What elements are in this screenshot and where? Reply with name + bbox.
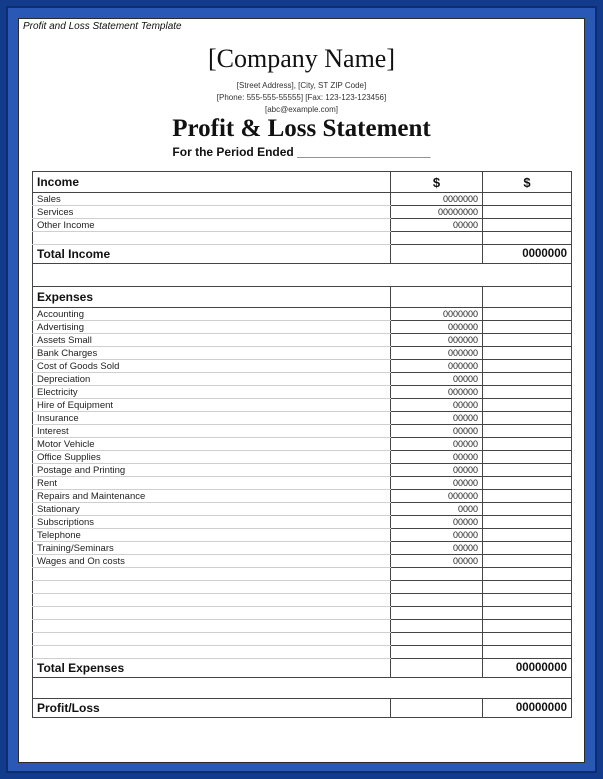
line-item-row	[33, 399, 572, 412]
expense-blank-rows	[33, 568, 572, 659]
line-item-row	[33, 321, 572, 334]
line-item-label: Advertising	[33, 321, 391, 334]
line-item-row	[33, 503, 572, 516]
line-item-label: Stationary	[33, 503, 391, 516]
line-item-amount: 000000	[391, 321, 483, 334]
line-item-label: Depreciation	[33, 373, 391, 386]
line-item-row	[33, 438, 572, 451]
line-item-amount: 0000000	[391, 308, 483, 321]
line-item-row	[33, 516, 572, 529]
line-item-row	[33, 219, 572, 232]
line-item-label: Cost of Goods Sold	[33, 360, 391, 373]
line-item-row	[33, 386, 572, 399]
profit-loss-row	[33, 699, 572, 718]
line-item-row	[33, 529, 572, 542]
spacer-row	[33, 678, 572, 699]
profit-loss-table	[32, 171, 572, 718]
line-item-amount: 000000	[391, 360, 483, 373]
statement-page	[18, 18, 585, 763]
line-item-amount: 00000	[391, 219, 483, 232]
profit-loss-value: 00000000	[483, 699, 572, 718]
line-item-amount: 00000	[391, 555, 483, 568]
blank-row	[33, 620, 572, 633]
spacer-row	[33, 264, 572, 287]
income-rows	[33, 193, 572, 232]
line-item-label: Telephone	[33, 529, 391, 542]
line-item-row	[33, 425, 572, 438]
line-item-row	[33, 490, 572, 503]
line-item-label: Interest	[33, 425, 391, 438]
line-item-label: Other Income	[33, 219, 391, 232]
line-item-label: Office Supplies	[33, 451, 391, 464]
line-item-row	[33, 451, 572, 464]
line-item-row	[33, 308, 572, 321]
total-income-label: Total Income	[33, 245, 391, 264]
line-item-amount: 0000000	[391, 193, 483, 206]
line-item-label: Postage and Printing	[33, 464, 391, 477]
line-item-amount: 00000	[391, 438, 483, 451]
line-item-amount: 000000	[391, 490, 483, 503]
line-item-label: Training/Seminars	[33, 542, 391, 555]
line-item-amount: 000000	[391, 386, 483, 399]
expenses-heading: Expenses	[33, 287, 391, 308]
line-item-label: Bank Charges	[33, 347, 391, 360]
currency-header-1: $	[391, 172, 483, 193]
line-item-row	[33, 193, 572, 206]
line-item-row	[33, 464, 572, 477]
line-item-row	[33, 555, 572, 568]
blank-row	[33, 581, 572, 594]
expense-rows	[33, 308, 572, 568]
line-item-row	[33, 347, 572, 360]
line-item-row	[33, 334, 572, 347]
income-header-row	[33, 172, 572, 193]
period-line	[19, 145, 584, 159]
line-item-label: Services	[33, 206, 391, 219]
line-item-amount: 000000	[391, 334, 483, 347]
line-item-amount: 0000	[391, 503, 483, 516]
line-item-amount: 00000000	[391, 206, 483, 219]
total-expenses-row	[33, 659, 572, 678]
line-item-row	[33, 477, 572, 490]
total-expenses-value: 00000000	[483, 659, 572, 678]
period-label: For the Period Ended	[172, 145, 294, 159]
blank-row	[33, 646, 572, 659]
line-item-amount: 00000	[391, 399, 483, 412]
income-heading: Income	[33, 172, 391, 193]
line-item-row	[33, 373, 572, 386]
line-item-row	[33, 412, 572, 425]
line-item-row	[33, 542, 572, 555]
line-item-amount: 00000	[391, 451, 483, 464]
line-item-amount: 00000	[391, 373, 483, 386]
blank-row	[33, 232, 572, 245]
company-email: [abc@example.com]	[264, 105, 339, 114]
total-income-value: 0000000	[483, 245, 572, 264]
line-item-label: Insurance	[33, 412, 391, 425]
line-item-label: Accounting	[33, 308, 391, 321]
line-item-row	[33, 360, 572, 373]
line-item-label: Motor Vehicle	[33, 438, 391, 451]
line-item-amount: 00000	[391, 529, 483, 542]
line-item-label: Wages and On costs	[33, 555, 391, 568]
total-expenses-label: Total Expenses	[33, 659, 391, 678]
blank-row	[33, 568, 572, 581]
line-item-label: Sales	[33, 193, 391, 206]
line-item-label: Hire of Equipment	[33, 399, 391, 412]
company-name: [Company Name]	[207, 44, 395, 73]
line-item-label: Electricity	[33, 386, 391, 399]
line-item-amount: 000000	[391, 347, 483, 360]
profit-loss-label: Profit/Loss	[33, 699, 391, 718]
period-value: ____________________	[297, 145, 431, 159]
line-item-amount: 00000	[391, 425, 483, 438]
company-address: [Street Address], [City, ST ZIP Code]	[236, 81, 367, 90]
expenses-header-row	[33, 287, 572, 308]
line-item-label: Subscriptions	[33, 516, 391, 529]
statement-title: Profit & Loss Statement	[172, 115, 431, 142]
company-phone-fax: [Phone: 555-555-55555] [Fax: 123-123-123456]	[216, 93, 387, 102]
line-item-amount: 00000	[391, 542, 483, 555]
line-item-amount: 00000	[391, 477, 483, 490]
line-item-label: Rent	[33, 477, 391, 490]
line-item-row	[33, 206, 572, 219]
line-item-label: Repairs and Maintenance	[33, 490, 391, 503]
template-title: Profit and Loss Statement Template	[23, 21, 182, 32]
line-item-amount: 00000	[391, 412, 483, 425]
blank-row	[33, 594, 572, 607]
line-item-amount: 00000	[391, 516, 483, 529]
blank-row	[33, 633, 572, 646]
total-income-row	[33, 245, 572, 264]
blank-row	[33, 607, 572, 620]
currency-header-2: $	[483, 172, 572, 193]
line-item-label: Assets Small	[33, 334, 391, 347]
line-item-amount: 00000	[391, 464, 483, 477]
